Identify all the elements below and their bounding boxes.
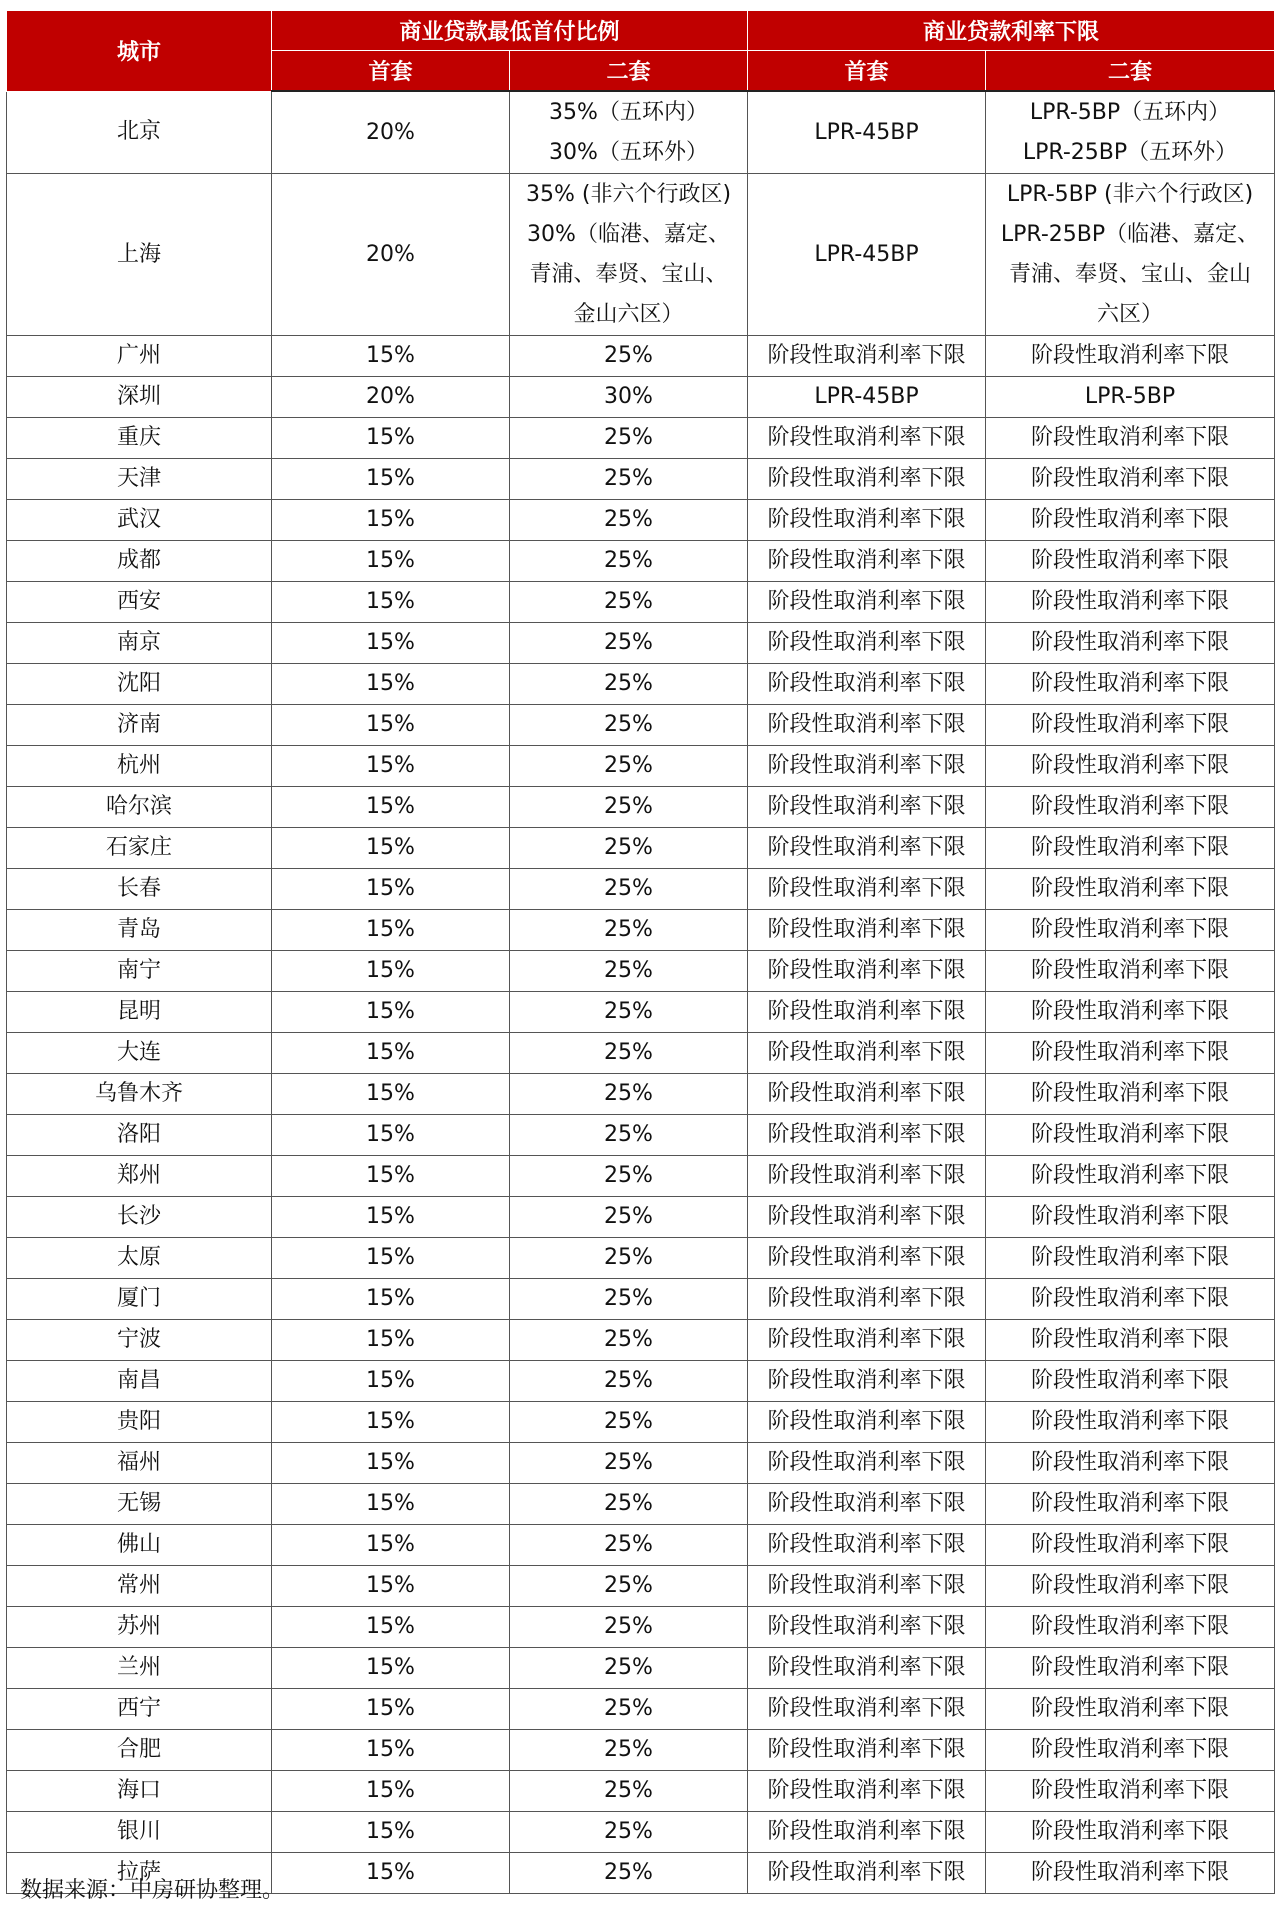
dp-second-cell: 25% [510, 1074, 748, 1115]
dp-second-cell: 25% [510, 1320, 748, 1361]
dp-first-cell: 15% [272, 459, 510, 500]
rate-first-cell: LPR-45BP [748, 174, 986, 336]
dp-first-cell: 15% [272, 1320, 510, 1361]
city-cell: 广州 [7, 336, 272, 377]
cell-line: 35% (非六个行政区) [525, 181, 732, 207]
table-row [7, 1607, 1275, 1648]
cell-line: 35%（五环内） [549, 99, 708, 125]
rate-first-cell: 阶段性取消利率下限 [748, 1320, 986, 1361]
city-cell: 银川 [7, 1812, 272, 1853]
rate-first-cell: 阶段性取消利率下限 [748, 1279, 986, 1320]
table-row [7, 1484, 1275, 1525]
dp-second-cell: 25% [510, 951, 748, 992]
table-row [7, 1115, 1275, 1156]
rate-first-cell: 阶段性取消利率下限 [748, 787, 986, 828]
rate-first-cell: 阶段性取消利率下限 [748, 1730, 986, 1771]
rate-second-cell: 阶段性取消利率下限 [986, 1730, 1275, 1771]
dp-first-cell: 15% [272, 1402, 510, 1443]
table-row [7, 418, 1275, 459]
table-row [7, 746, 1275, 787]
dp-second-cell: 25% [510, 418, 748, 459]
cell-line: 30%（五环外） [549, 139, 708, 165]
rate-second-cell: 阶段性取消利率下限 [986, 1853, 1275, 1894]
dp-second-cell: 25% [510, 1812, 748, 1853]
city-cell: 常州 [7, 1566, 272, 1607]
rate-first-cell: 阶段性取消利率下限 [748, 1812, 986, 1853]
city-cell: 深圳 [7, 377, 272, 418]
table-row [7, 1402, 1275, 1443]
header-rate-first: 首套 [748, 51, 986, 92]
dp-first-cell: 15% [272, 1115, 510, 1156]
table-row [7, 1812, 1275, 1853]
rate-first-cell: 阶段性取消利率下限 [748, 541, 986, 582]
rate-first-cell: 阶段性取消利率下限 [748, 664, 986, 705]
rate-second-cell: 阶段性取消利率下限 [986, 1566, 1275, 1607]
rate-second-cell: 阶段性取消利率下限 [986, 1115, 1275, 1156]
table-row [7, 1771, 1275, 1812]
dp-first-cell: 15% [272, 336, 510, 377]
rate-second-cell: 阶段性取消利率下限 [986, 1033, 1275, 1074]
table-row [7, 1279, 1275, 1320]
city-cell: 重庆 [7, 418, 272, 459]
rate-second-cell: 阶段性取消利率下限 [986, 1443, 1275, 1484]
rate-first-cell: 阶段性取消利率下限 [748, 705, 986, 746]
table-row [7, 1033, 1275, 1074]
city-cell: 石家庄 [7, 828, 272, 869]
dp-first-cell: 15% [272, 828, 510, 869]
dp-first-cell: 15% [272, 1730, 510, 1771]
dp-first-cell: 20% [272, 91, 510, 174]
dp-second-cell: 25% [510, 1238, 748, 1279]
rate-first-cell: 阶段性取消利率下限 [748, 418, 986, 459]
dp-first-cell: 15% [272, 1484, 510, 1525]
rate-second-cell: 阶段性取消利率下限 [986, 418, 1275, 459]
rate-first-cell: 阶段性取消利率下限 [748, 1771, 986, 1812]
rate-first-cell: 阶段性取消利率下限 [748, 1033, 986, 1074]
rate-second-cell: 阶段性取消利率下限 [986, 992, 1275, 1033]
rate-first-cell: 阶段性取消利率下限 [748, 1074, 986, 1115]
rate-first-cell: 阶段性取消利率下限 [748, 1443, 986, 1484]
dp-second-cell: 25% [510, 746, 748, 787]
dp-second-cell: 25% [510, 541, 748, 582]
rate-first-cell: 阶段性取消利率下限 [748, 1607, 986, 1648]
table-row [7, 377, 1275, 418]
dp-first-cell: 15% [272, 992, 510, 1033]
cell-line: LPR-5BP（五环内） [1029, 99, 1231, 125]
rate-second-cell: 阶段性取消利率下限 [986, 828, 1275, 869]
dp-first-cell: 15% [272, 1443, 510, 1484]
rate-first-cell: 阶段性取消利率下限 [748, 1238, 986, 1279]
rate-second-cell: 阶段性取消利率下限 [986, 459, 1275, 500]
rate-second-cell: 阶段性取消利率下限 [986, 1812, 1275, 1853]
city-cell: 郑州 [7, 1156, 272, 1197]
rate-first-cell: 阶段性取消利率下限 [748, 1566, 986, 1607]
dp-second-cell: 25% [510, 1771, 748, 1812]
rate-second-cell: 阶段性取消利率下限 [986, 705, 1275, 746]
rate-first-cell: 阶段性取消利率下限 [748, 951, 986, 992]
table-row [7, 91, 1275, 174]
rate-first-cell: 阶段性取消利率下限 [748, 746, 986, 787]
rate-second-cell: 阶段性取消利率下限 [986, 1607, 1275, 1648]
rate-second-cell: 阶段性取消利率下限 [986, 623, 1275, 664]
table-row [7, 1361, 1275, 1402]
table-row [7, 705, 1275, 746]
table-body [7, 91, 1275, 1894]
dp-first-cell: 20% [272, 377, 510, 418]
rate-first-cell: 阶段性取消利率下限 [748, 1648, 986, 1689]
cell-line: 六区） [1097, 301, 1164, 327]
city-cell: 上海 [7, 174, 272, 336]
city-cell: 乌鲁木齐 [7, 1074, 272, 1115]
table-row [7, 951, 1275, 992]
rate-second-cell: 阶段性取消利率下限 [986, 336, 1275, 377]
dp-second-cell: 25% [510, 1279, 748, 1320]
table-row [7, 336, 1275, 377]
dp-second-cell: 25% [510, 1361, 748, 1402]
city-cell: 南宁 [7, 951, 272, 992]
table-row [7, 664, 1275, 705]
rate-second-cell: 阶段性取消利率下限 [986, 1361, 1275, 1402]
dp-second-cell: 30% [510, 377, 748, 418]
table-row [7, 1689, 1275, 1730]
table-row [7, 1443, 1275, 1484]
rate-second-cell: 阶段性取消利率下限 [986, 1238, 1275, 1279]
dp-first-cell: 15% [272, 1156, 510, 1197]
dp-first-cell: 15% [272, 623, 510, 664]
city-cell: 北京 [7, 91, 272, 174]
rate-first-cell: 阶段性取消利率下限 [748, 623, 986, 664]
city-cell: 济南 [7, 705, 272, 746]
rate-second-cell: 阶段性取消利率下限 [986, 746, 1275, 787]
dp-second-cell: 25% [510, 664, 748, 705]
city-cell: 长沙 [7, 1197, 272, 1238]
header-rate-floor: 商业贷款利率下限 [748, 11, 1275, 51]
city-cell: 西宁 [7, 1689, 272, 1730]
dp-second-cell: 25% [510, 500, 748, 541]
city-cell: 沈阳 [7, 664, 272, 705]
rate-second-cell: 阶段性取消利率下限 [986, 541, 1275, 582]
city-cell: 昆明 [7, 992, 272, 1033]
dp-second-cell: 25% [510, 459, 748, 500]
header-dp-first: 首套 [272, 51, 510, 92]
table-row [7, 623, 1275, 664]
city-cell: 杭州 [7, 746, 272, 787]
dp-first-cell: 15% [272, 418, 510, 459]
cell-line: 青浦、奉贤、宝山、金山 [1009, 261, 1252, 287]
rate-first-cell: 阶段性取消利率下限 [748, 1115, 986, 1156]
table-row [7, 869, 1275, 910]
table-row [7, 1074, 1275, 1115]
dp-second-cell: 25% [510, 1730, 748, 1771]
dp-first-cell: 15% [272, 1197, 510, 1238]
header-dp-second: 二套 [510, 51, 748, 92]
rate-second-cell: 阶段性取消利率下限 [986, 1197, 1275, 1238]
rate-first-cell: 阶段性取消利率下限 [748, 1156, 986, 1197]
dp-second-cell: 25% [510, 1525, 748, 1566]
table-row [7, 1648, 1275, 1689]
dp-second-cell: 25% [510, 992, 748, 1033]
rate-first-cell: 阶段性取消利率下限 [748, 1689, 986, 1730]
city-cell: 西安 [7, 582, 272, 623]
dp-second-cell: 25% [510, 1484, 748, 1525]
dp-second-cell: 25% [510, 1033, 748, 1074]
dp-second-cell: 25% [510, 1197, 748, 1238]
city-cell: 洛阳 [7, 1115, 272, 1156]
dp-first-cell: 15% [272, 500, 510, 541]
dp-first-cell: 15% [272, 1812, 510, 1853]
city-cell: 苏州 [7, 1607, 272, 1648]
dp-second-cell: 25% [510, 828, 748, 869]
table-row [7, 582, 1275, 623]
table-row [7, 1730, 1275, 1771]
city-cell: 福州 [7, 1443, 272, 1484]
city-cell: 太原 [7, 1238, 272, 1279]
dp-first-cell: 15% [272, 1771, 510, 1812]
dp-second-cell: 25% [510, 1566, 748, 1607]
dp-second-cell: 25% [510, 1156, 748, 1197]
dp-second-cell [510, 91, 748, 174]
table-row [7, 787, 1275, 828]
dp-second-cell: 25% [510, 1115, 748, 1156]
dp-second-cell: 25% [510, 910, 748, 951]
dp-first-cell: 15% [272, 787, 510, 828]
rate-first-cell: LPR-45BP [748, 377, 986, 418]
dp-first-cell: 15% [272, 1361, 510, 1402]
dp-first-cell: 15% [272, 951, 510, 992]
table-row [7, 500, 1275, 541]
rate-first-cell: 阶段性取消利率下限 [748, 336, 986, 377]
city-cell: 海口 [7, 1771, 272, 1812]
rate-second-cell: 阶段性取消利率下限 [986, 1402, 1275, 1443]
rate-first-cell: 阶段性取消利率下限 [748, 1853, 986, 1894]
dp-second-cell [510, 174, 748, 336]
dp-first-cell: 15% [272, 1238, 510, 1279]
table-header [7, 11, 1275, 92]
rate-first-cell: 阶段性取消利率下限 [748, 1361, 986, 1402]
rate-second-cell [986, 91, 1275, 174]
dp-first-cell: 15% [272, 1607, 510, 1648]
table-row [7, 1320, 1275, 1361]
city-cell: 佛山 [7, 1525, 272, 1566]
header-rate-second: 二套 [986, 51, 1275, 92]
city-cell: 南京 [7, 623, 272, 664]
rate-second-cell [986, 174, 1275, 336]
dp-second-cell: 25% [510, 1689, 748, 1730]
header-down-payment: 商业贷款最低首付比例 [272, 11, 748, 51]
table-row [7, 541, 1275, 582]
cell-line: LPR-25BP（临港、嘉定、 [1000, 221, 1260, 247]
rate-second-cell: 阶段性取消利率下限 [986, 664, 1275, 705]
policy-table [6, 10, 1275, 1894]
dp-second-cell: 25% [510, 869, 748, 910]
cell-line: 青浦、奉贤、宝山、 [529, 261, 728, 287]
dp-first-cell: 15% [272, 746, 510, 787]
table-row [7, 1566, 1275, 1607]
dp-first-cell: 15% [272, 1279, 510, 1320]
dp-first-cell: 20% [272, 174, 510, 336]
rate-second-cell: 阶段性取消利率下限 [986, 1689, 1275, 1730]
rate-first-cell: 阶段性取消利率下限 [748, 1402, 986, 1443]
dp-first-cell: 15% [272, 1648, 510, 1689]
rate-second-cell: 阶段性取消利率下限 [986, 1156, 1275, 1197]
rate-first-cell: 阶段性取消利率下限 [748, 869, 986, 910]
rate-second-cell: 阶段性取消利率下限 [986, 1279, 1275, 1320]
rate-second-cell: 阶段性取消利率下限 [986, 1074, 1275, 1115]
city-cell: 南昌 [7, 1361, 272, 1402]
city-cell: 哈尔滨 [7, 787, 272, 828]
city-cell: 成都 [7, 541, 272, 582]
source-note: 数据来源：中房研协整理。 [20, 1878, 285, 1903]
city-cell: 无锡 [7, 1484, 272, 1525]
dp-second-cell: 25% [510, 705, 748, 746]
rate-second-cell: 阶段性取消利率下限 [986, 1771, 1275, 1812]
table-row [7, 459, 1275, 500]
rate-first-cell: 阶段性取消利率下限 [748, 828, 986, 869]
dp-first-cell: 15% [272, 1033, 510, 1074]
city-cell: 兰州 [7, 1648, 272, 1689]
dp-first-cell: 15% [272, 1689, 510, 1730]
cell-line: LPR-5BP (非六个行政区) [1006, 181, 1254, 207]
dp-second-cell: 25% [510, 582, 748, 623]
dp-second-cell: 25% [510, 623, 748, 664]
rate-second-cell: 阶段性取消利率下限 [986, 582, 1275, 623]
rate-second-cell: 阶段性取消利率下限 [986, 869, 1275, 910]
dp-second-cell: 25% [510, 1402, 748, 1443]
table-row [7, 828, 1275, 869]
rate-first-cell: LPR-45BP [748, 91, 986, 174]
header-city: 城市 [7, 11, 272, 92]
dp-first-cell: 15% [272, 1074, 510, 1115]
rate-first-cell: 阶段性取消利率下限 [748, 582, 986, 623]
rate-second-cell: 阶段性取消利率下限 [986, 1525, 1275, 1566]
city-cell: 拉萨 [7, 1853, 272, 1894]
dp-first-cell: 15% [272, 869, 510, 910]
city-cell: 青岛 [7, 910, 272, 951]
cell-line: 30%（临港、嘉定、 [527, 221, 730, 247]
rate-first-cell: 阶段性取消利率下限 [748, 992, 986, 1033]
dp-second-cell: 25% [510, 336, 748, 377]
rate-second-cell: 阶段性取消利率下限 [986, 951, 1275, 992]
city-cell: 厦门 [7, 1279, 272, 1320]
dp-first-cell: 15% [272, 1853, 510, 1894]
dp-first-cell: 15% [272, 705, 510, 746]
cell-line: 金山六区） [573, 301, 684, 327]
city-cell: 武汉 [7, 500, 272, 541]
city-cell: 宁波 [7, 1320, 272, 1361]
dp-second-cell: 25% [510, 787, 748, 828]
city-cell: 大连 [7, 1033, 272, 1074]
table-row [7, 992, 1275, 1033]
dp-first-cell: 15% [272, 910, 510, 951]
dp-second-cell: 25% [510, 1443, 748, 1484]
dp-second-cell: 25% [510, 1648, 748, 1689]
dp-first-cell: 15% [272, 664, 510, 705]
dp-first-cell: 15% [272, 1566, 510, 1607]
city-cell: 合肥 [7, 1730, 272, 1771]
rate-second-cell: LPR-5BP [986, 377, 1275, 418]
rate-first-cell: 阶段性取消利率下限 [748, 459, 986, 500]
table-row [7, 1197, 1275, 1238]
city-cell: 长春 [7, 869, 272, 910]
city-cell: 贵阳 [7, 1402, 272, 1443]
rate-first-cell: 阶段性取消利率下限 [748, 1525, 986, 1566]
rate-first-cell: 阶段性取消利率下限 [748, 500, 986, 541]
rate-second-cell: 阶段性取消利率下限 [986, 1484, 1275, 1525]
city-cell: 天津 [7, 459, 272, 500]
rate-second-cell: 阶段性取消利率下限 [986, 500, 1275, 541]
dp-second-cell: 25% [510, 1607, 748, 1648]
dp-first-cell: 15% [272, 541, 510, 582]
rate-second-cell: 阶段性取消利率下限 [986, 1320, 1275, 1361]
rate-second-cell: 阶段性取消利率下限 [986, 1648, 1275, 1689]
rate-first-cell: 阶段性取消利率下限 [748, 1484, 986, 1525]
table-row [7, 910, 1275, 951]
rate-second-cell: 阶段性取消利率下限 [986, 910, 1275, 951]
rate-second-cell: 阶段性取消利率下限 [986, 787, 1275, 828]
rate-first-cell: 阶段性取消利率下限 [748, 1197, 986, 1238]
dp-first-cell: 15% [272, 1525, 510, 1566]
cell-line: LPR-25BP（五环外） [1022, 139, 1238, 165]
table-row [7, 1525, 1275, 1566]
dp-second-cell: 25% [510, 1853, 748, 1894]
dp-first-cell: 15% [272, 582, 510, 623]
table-row [7, 1238, 1275, 1279]
table-row [7, 1156, 1275, 1197]
table-row [7, 174, 1275, 336]
rate-first-cell: 阶段性取消利率下限 [748, 910, 986, 951]
